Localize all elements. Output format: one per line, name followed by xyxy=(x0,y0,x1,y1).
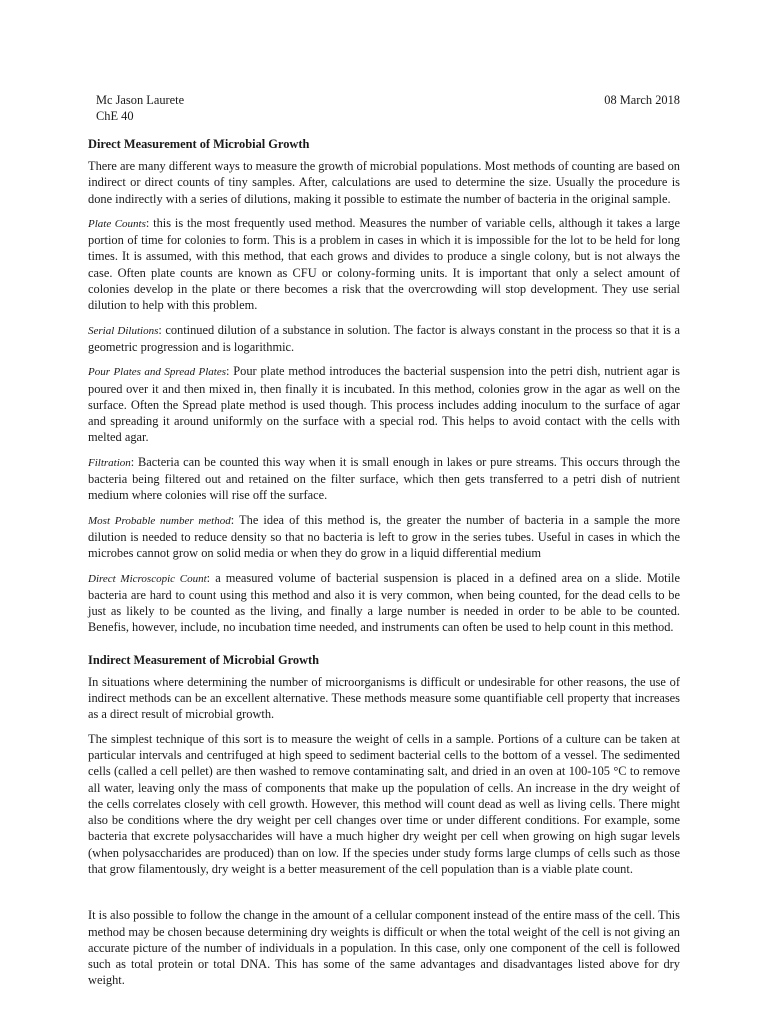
indirect-paragraph: The simplest technique of this sort is to measure the weight of cells in a sample. Portions of a culture can be taken at particular intervals and centrifuged at high speed to sediment bacterial cells to the bottom of a vessel. The sedimented cells (called a cell pellet) are then washed to remove contaminating salt, and dried in an oven at 100-105 °C to remove all water, leaving only the mass of components that make up the population of cells. An increase in the dry weight of the cells correlates closely with cell growth. However, this method will count dead as well as living cells. There might also be conditions where the dry weight per cell changes over time or under different conditions. For example, some bacteria that excrete polysaccharides will have a much higher dry weight per cell when growing on high sugar levels (when polysaccharides are produced) than on low. If the species under study forms large clumps of cells such as those that grow filamentously, dry weight is a better measurement of the cell population than is a viable plate count. xyxy=(88,731,680,876)
method-direct-microscopic-count xyxy=(88,570,680,636)
document-page xyxy=(88,86,680,997)
method-text: : continued dilution of a substance in solution. The factor is always constant in the process so that it is a geometric progression and is logarithmic. xyxy=(88,322,680,354)
method-pour-spread-plates xyxy=(88,363,680,445)
method-term: Filtration xyxy=(88,456,131,469)
document-header xyxy=(88,86,680,124)
indirect-paragraph: In situations where determining the number of microorganisms is difficult or undesirable for other reasons, the use of indirect methods can be an excellent alternative. These methods measure some quantifiable cell property that increases as a direct result of microbial growth. xyxy=(88,674,680,722)
indirect-heading: Indirect Measurement of Microbial Growth xyxy=(88,652,320,667)
method-term: Most Probable number method xyxy=(88,514,231,527)
method-term: Direct Microscopic Count xyxy=(88,572,207,585)
direct-intro-paragraph: There are many different ways to measure the growth of microbial populations. Most methods of counting are based on indirect or direct counts of tiny samples. After, calculations are used to determine the size. Usually the procedure is done indirectly with a series of dilutions, making it possible to estimate the number of bacteria in the original sample. xyxy=(88,159,680,206)
indirect-paragraph: It is also possible to follow the change in the amount of a cellular component instead of the entire mass of the cell. This method may be chosen because determining dry weights is difficult or when the total weight of the cell is not giving an accurate picture of the number of individuals in a population. In this case, only one component of the cell is followed such as total protein or total DNA. This has some of the same advantages and disadvantages listed above for dry weight. xyxy=(88,908,680,988)
method-text: : this is the most frequently used method. Measures the number of variable cells, although it takes a large portion of time for colonies to form. This is a problem in cases in which it is impossible for the lot to be held for long times. It is assumed, with this method, that each grows and divides to produce a single colony, but is not always the case. Often plate counts are known as CFU or colony-forming units. It is important that only a select amount of colonies develop in the plate or there becomes a risk that the overcrowding will stop development. They use serial dilution to help with this problem. xyxy=(88,215,681,313)
method-text: : Pour plate method introduces the bacterial suspension into the petri dish, nutrient agar is poured over it and then mixed in, then finally it is incubated. In this method, colonies grow in the agar as well on the surface. Often the Spread plate method is used though. This process includes adding inoculum to the surface of agar and spreading it around uniformly on the surface with a special rod. This helps to avoid contact with the cells with melted agar. xyxy=(88,364,680,445)
method-term: Pour Plates and Spread Plates xyxy=(88,366,227,379)
method-plate-counts xyxy=(88,215,680,314)
author-block xyxy=(96,92,184,125)
method-text: : Bacteria can be counted this way when it is small enough in lakes or pure streams. This occurs through the bacteria being filtered out and retained on the filter surface, which then gets transferred to a petri dish of nutrient medium where colonies will rise off the surface. xyxy=(88,454,680,503)
course-code: ChE 40 xyxy=(96,109,134,124)
method-term: Plate Counts xyxy=(88,217,146,230)
method-text: : The idea of this method is, the greater the number of bacteria in a sample the more dilution is needed to reduce density so that no bacteria is left to grow in the series tubes. Useful in cases in which the microbes cannot grow on solid media or when they do grow in a liquid differential medium xyxy=(88,512,680,561)
document-date: 08 March 2018 xyxy=(604,93,680,107)
direct-heading: Direct Measurement of Microbial Growth xyxy=(88,137,310,151)
method-serial-dilutions xyxy=(88,322,680,356)
method-filtration xyxy=(88,454,680,504)
method-text: : a measured volume of bacterial suspension is placed in a defined area on a slide. Motile bacteria are hard to count using this method and also it is very common, when being counted, for the dead cells to be just as likely to be counted as the living, and finally a large number is needed in order to be able to be counted. Benefis, however, include, no incubation time needed, and instruments can often be used to help count in this method. xyxy=(88,570,680,635)
author-name: Mc Jason Laurete xyxy=(96,93,185,107)
paragraph-gap xyxy=(88,885,680,907)
method-most-probable-number xyxy=(88,512,680,562)
method-term: Serial Dilutions xyxy=(88,324,159,337)
